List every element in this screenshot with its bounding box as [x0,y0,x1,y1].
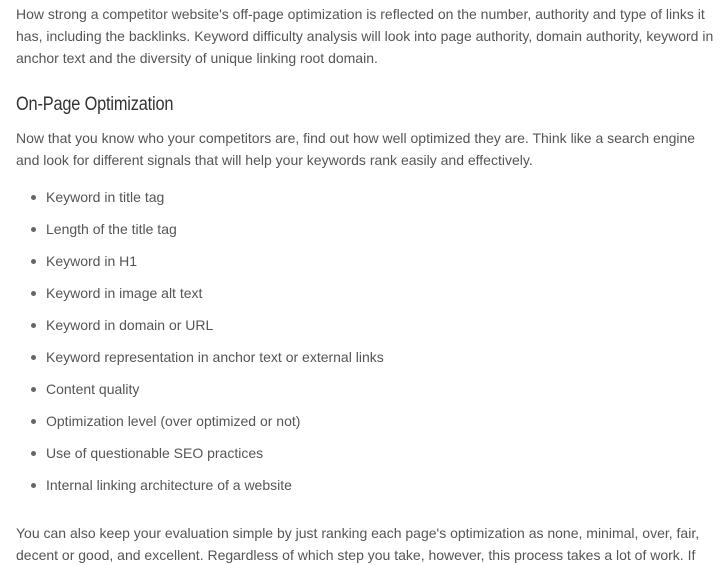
lead-line: Now that you know who your competitors are, find out how well optimized they are. Think like a search engine [16,130,696,146]
section-heading: On-Page Optimization [16,94,174,115]
outro-line: decent or good, and excellent. Regardless of which step you take, however, this process takes a lot of work. If [16,547,696,563]
list-item-text: Length of the title tag [46,221,177,237]
optimization-checklist [0,186,384,506]
list-item [0,346,384,378]
list-item [0,282,384,314]
intro-line: has, including the backlinks. Keyword difficulty analysis will look into page authority, domain authority, keyword in [16,28,714,44]
lead-line: and look for different signals that will help your keywords rank easily and effectively. [16,152,533,168]
bullet-icon [31,451,36,456]
bullet-icon [31,227,36,232]
list-item-text: Keyword in domain or URL [46,317,214,333]
bullet-icon [31,195,36,200]
outro-line: You can also keep your evaluation simple by just ranking each page's optimization as none, minimal, over, fair, [16,525,700,541]
bullet-icon [31,387,36,392]
intro-paragraph [16,3,713,69]
list-item-text: Content quality [46,381,140,397]
list-item [0,250,384,282]
list-item-text: Keyword representation in anchor text or external links [46,349,384,365]
list-item [0,218,384,250]
list-item [0,378,384,410]
intro-line: anchor text and the diversity of unique linking root domain. [16,50,378,66]
bullet-icon [31,291,36,296]
list-item [0,442,384,474]
bullet-icon [31,355,36,360]
bullet-icon [31,323,36,328]
list-item-text: Keyword in H1 [46,253,138,269]
list-item-text: Use of questionable SEO practices [46,445,264,461]
intro-line: How strong a competitor website's off-page optimization is reflected on the number, authority and type of links it [16,6,705,22]
list-item [0,410,384,442]
list-item [0,474,384,506]
list-item-text: Optimization level (over optimized or not) [46,413,301,429]
list-item [0,186,384,218]
bullet-icon [31,483,36,488]
list-item [0,314,384,346]
list-item-text: Keyword in title tag [46,189,165,205]
list-item-text: Keyword in image alt text [46,285,203,301]
section-lead-paragraph [16,127,695,171]
list-item-text: Internal linking architecture of a website [46,477,292,493]
bullet-icon [31,259,36,264]
outro-paragraph [16,522,699,565]
bullet-icon [31,419,36,424]
